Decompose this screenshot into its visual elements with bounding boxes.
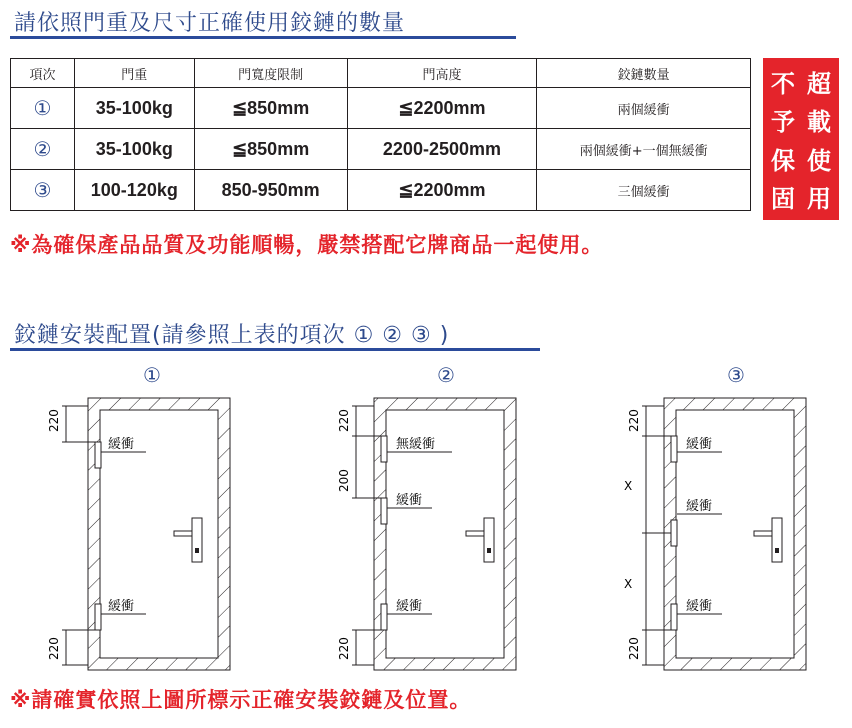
warning-install-position: ※請確實依照上圖所標示正確安裝鉸鏈及位置。	[10, 688, 472, 712]
notice-char: 使	[807, 146, 831, 175]
table-row	[11, 88, 751, 129]
row-width: ≦850mm	[194, 129, 347, 170]
row-index: ③	[11, 170, 75, 211]
hinge-label: 無緩衝	[396, 437, 436, 452]
section-title-hinge-quantity: 請依照門重及尺寸正確使用鉸鏈的數量	[14, 11, 406, 36]
dimension-label: 220	[47, 409, 61, 432]
row-weight: 100-120kg	[74, 170, 194, 211]
section-title-installation: 鉸鏈安裝配置(請參照上表的項次 ① ② ③ )	[14, 323, 450, 348]
door-diagram-3	[624, 398, 806, 670]
diagram-number: ③	[727, 363, 745, 387]
header-door-weight: 門重	[74, 59, 194, 88]
notice-char: 用	[807, 185, 831, 214]
no-overload-notice	[763, 58, 839, 220]
dimension-label: X	[624, 479, 633, 493]
hinge-label: 緩衝	[686, 437, 713, 452]
warning-brand-compatibility: ※為確保產品品質及功能順暢，嚴禁搭配它牌商品一起使用。	[10, 233, 604, 257]
hinge-label: 緩衝	[686, 499, 713, 514]
dimension-label: 220	[627, 409, 641, 432]
diagram-number: ②	[437, 363, 455, 387]
dimension-label: 200	[337, 469, 351, 492]
hinge-label: 緩衝	[686, 599, 713, 614]
section-title-underline	[10, 348, 540, 351]
row-height: 2200-2500mm	[347, 129, 537, 170]
hinge-label: 緩衝	[108, 437, 135, 452]
hinge-label: 緩衝	[108, 599, 135, 614]
diagram-number: ①	[143, 363, 161, 387]
row-index: ②	[11, 129, 75, 170]
notice-char: 固	[771, 185, 795, 214]
header-item-no: 項次	[11, 59, 75, 88]
row-hinges: 兩個緩衝	[537, 88, 751, 129]
door-diagrams	[0, 380, 852, 680]
notice-char: 予	[771, 108, 795, 137]
door-diagram-2	[337, 398, 516, 670]
table-row	[11, 170, 751, 211]
header-door-width: 門寬度限制	[194, 59, 347, 88]
row-weight: 35-100kg	[74, 88, 194, 129]
dimension-label: 220	[47, 637, 61, 660]
table-row	[11, 129, 751, 170]
row-weight: 35-100kg	[74, 129, 194, 170]
header-hinge-count: 鉸鏈數量	[537, 59, 751, 88]
dimension-label: 220	[337, 637, 351, 660]
row-hinges: 三個緩衝	[537, 170, 751, 211]
hinge-label: 緩衝	[396, 599, 423, 614]
row-height: ≦2200mm	[347, 170, 537, 211]
notice-char: 保	[771, 146, 795, 175]
notice-char: 超	[807, 69, 831, 98]
row-height: ≦2200mm	[347, 88, 537, 129]
notice-char: 載	[807, 108, 831, 137]
row-hinges: 兩個緩衝+一個無緩衝	[537, 129, 751, 170]
dimension-label: 220	[337, 409, 351, 432]
header-door-height: 門高度	[347, 59, 537, 88]
row-width: 850-950mm	[194, 170, 347, 211]
row-index: ①	[11, 88, 75, 129]
row-width: ≦850mm	[194, 88, 347, 129]
table-header-row	[11, 59, 751, 88]
dimension-label: X	[624, 577, 633, 591]
notice-char: 不	[771, 69, 795, 98]
section-title-underline	[10, 36, 516, 39]
spec-table	[10, 58, 751, 211]
dimension-label: 220	[627, 637, 641, 660]
door-diagram-1	[47, 398, 230, 670]
hinge-label: 緩衝	[396, 493, 423, 508]
